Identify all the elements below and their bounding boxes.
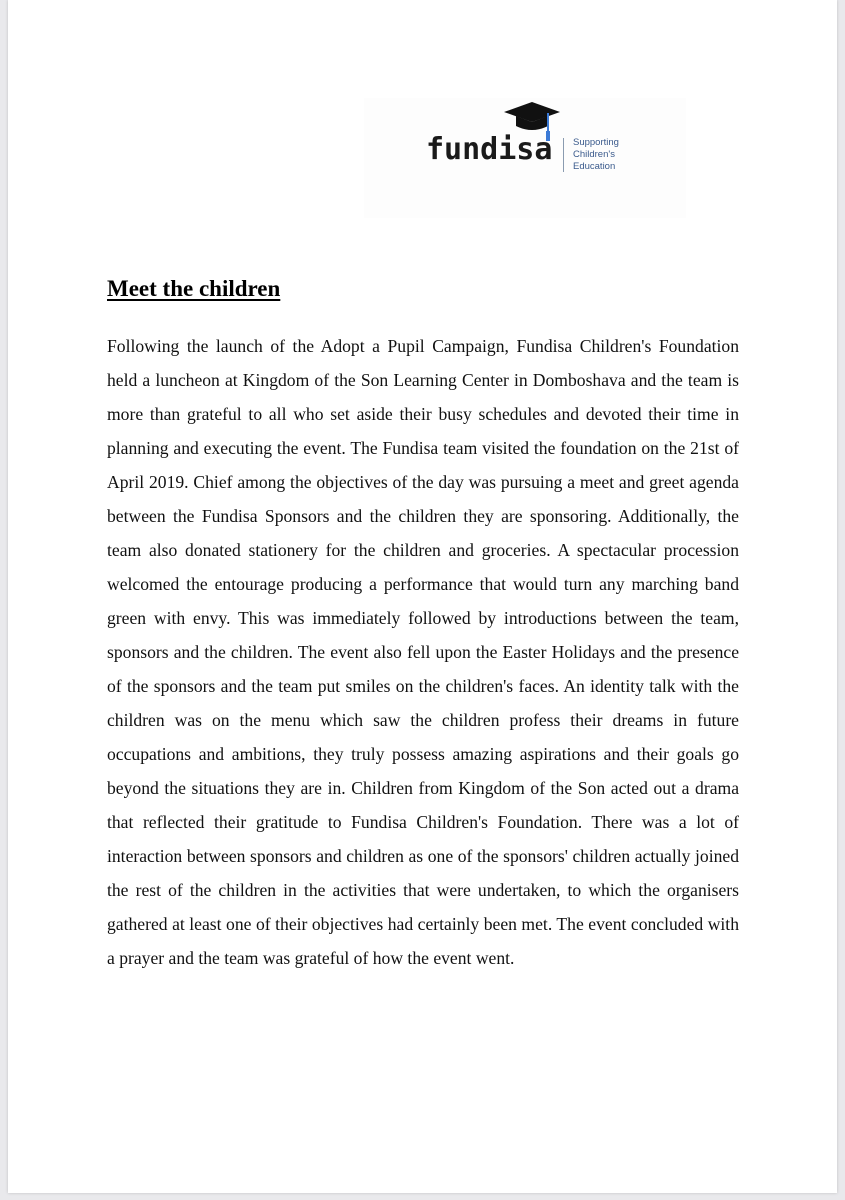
logo-wordmark: fundisa <box>426 132 553 167</box>
logo-tagline-line: Education <box>573 161 616 172</box>
article-body: Following the launch of the Adopt a Pupil Campaign, Fundisa Children's Foundation held a luncheon at Kingdom of the Son Learning Center in Domboshava and the team is more than grateful to all who set aside their busy schedules and devoted their time in planning and executing the event. The Fundisa team visited the foundation on the 21st of April 2019. Chief among the objectives of the day was pursuing a meet and greet agenda between the Fundisa Sponsors and the children they are sponsoring. Additionally, the team also donated stationery for the children and groceries. A spectacular procession welcomed the entourage producing a performance that would turn any marching band green with envy. This was immediately followed by introductions between the team, sponsors and the children. The event also fell upon the Easter Holidays and the presence of the sponsors and the team put smiles on the children's faces. An identity talk with the children was on the menu which saw the children profess their dreams in future occupations and ambitions, they truly possess amazing aspirations and their goals go beyond the situations they are in. Children from Kingdom of the Son acted out a drama that reflected their gratitude to Fundisa Children's Foundation. There was a lot of interaction between sponsors and children as one of the sponsors' children actually joined the rest of the children in the activities that were undertaken, to which the organisers gathered at least one of their objectives had certainly been met. The event concluded with a prayer and the team was grateful of how the event went. <box>107 336 739 968</box>
logo-tagline <box>573 137 619 173</box>
logo-tagline-line: Children's <box>573 149 615 160</box>
document-page <box>8 0 837 1193</box>
logo-divider <box>563 138 564 172</box>
fundisa-logo <box>364 98 686 218</box>
logo-tagline-line: Supporting <box>573 137 619 148</box>
article-title: Meet the children <box>107 276 281 301</box>
